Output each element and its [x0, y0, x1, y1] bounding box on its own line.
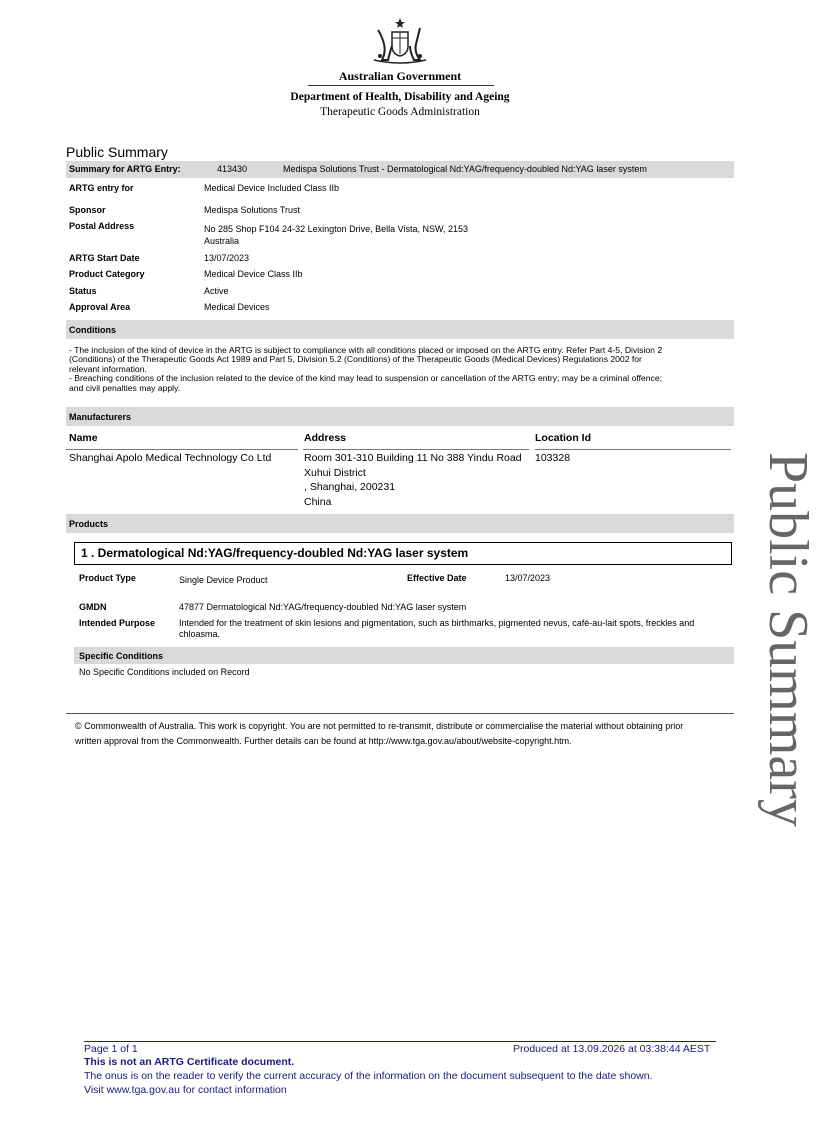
intended-purpose-label: Intended Purpose [79, 618, 156, 628]
page-title: Public Summary [66, 144, 168, 160]
intended-purpose-line: Intended for the treatment of skin lesions and pigmentation, such as birthmarks, pigmented nevus, café-au-lait spots, freckles and [179, 618, 695, 628]
manufacturer-address-line: , Shanghai, 200231 [304, 481, 396, 493]
field-value-artg-entry-for: Medical Device Included Class IIb [204, 183, 340, 193]
product-title-box [74, 542, 732, 565]
product-title: 1 . Dermatological Nd:YAG/frequency-doubled Nd:YAG laser system [81, 546, 469, 560]
footer-divider [84, 1041, 716, 1042]
product-type-label: Product Type [79, 573, 136, 583]
artg-entry-name: Medispa Solutions Trust - Dermatological Nd:YAG/frequency-doubled Nd:YAG laser system [283, 164, 647, 174]
header-divider [308, 85, 494, 86]
page-number: Page 1 of 1 [84, 1043, 138, 1055]
manufacturers-heading: Manufacturers [69, 412, 132, 422]
field-label-status: Status [69, 286, 97, 296]
summary-bar [66, 161, 734, 178]
artg-entry-id: 413430 [217, 164, 248, 174]
effective-date-label: Effective Date [407, 573, 467, 583]
products-bar [66, 514, 734, 533]
department-name: Department of Health, Disability and Ageing [290, 91, 510, 103]
intended-purpose-line: chloasma. [179, 628, 221, 639]
specific-conditions-heading: Specific Conditions [79, 651, 164, 661]
field-label-product-category: Product Category [69, 269, 145, 279]
product-type-value: Single Device Product [179, 575, 268, 585]
specific-conditions-bar [74, 647, 734, 664]
manufacturer-column-address: Address [304, 432, 347, 444]
side-watermark-title: Public Summary [757, 452, 819, 827]
manufacturer-location-id: 103328 [535, 452, 571, 464]
field-value-artg-start-date: 13/07/2023 [204, 253, 250, 263]
field-value-postal-address-line1: No 285 Shop F104 24-32 Lexington Drive, Bella Vista, NSW, 2153 [204, 224, 468, 234]
coat-of-arms-icon [370, 16, 430, 66]
government-name: Australian Government [338, 69, 462, 83]
conditions-text [69, 346, 733, 393]
manufacturer-address-line: Room 301-310 Building 11 No 388 Yindu Road [304, 452, 522, 464]
field-value-product-category: Medical Device Class IIb [204, 269, 303, 279]
manufacturer-address-line: China [304, 495, 332, 508]
manufacturer-address-line: Xuhui District [304, 466, 366, 479]
column-divider [303, 449, 529, 450]
field-label-postal-address: Postal Address [69, 221, 135, 231]
field-label-artg-start-date: ARTG Start Date [69, 253, 140, 263]
intended-purpose-value [179, 618, 729, 639]
specific-conditions-text: No Specific Conditions included on Record [79, 667, 250, 677]
not-certificate-notice: This is not an ARTG Certificate document. [84, 1056, 295, 1068]
summary-label: Summary for ARTG Entry: [69, 164, 181, 174]
conditions-line: - Breaching conditions of the inclusion related to the device of the kind may lead to suspension or cancellation of the ARTG entry; may be a criminal offence; [69, 373, 662, 384]
copyright-line: © Commonwealth of Australia. This work is copyright. You are not permitted to re-transmit, distribute or commercialise the material without obtaining prior [75, 721, 684, 731]
conditions-line: and civil penalties may apply. [69, 382, 181, 393]
produced-timestamp: Produced at 13.09.2026 at 03:38:44 AEST [513, 1043, 711, 1055]
copyright-line: written approval from the Commonwealth. Further details can be found at http://www.tga.gov.au/about/website-copyright.htm. [75, 735, 572, 746]
column-divider [66, 449, 298, 450]
field-label-approval-area: Approval Area [69, 302, 131, 312]
manufacturer-name: Shanghai Apolo Medical Technology Co Ltd [69, 452, 272, 464]
onus-notice: The onus is on the reader to verify the current accuracy of the information on the document subsequent to the date shown. [84, 1070, 653, 1082]
conditions-line: - The inclusion of the kind of device in the ARTG is subject to compliance with all conditions placed or imposed on the ARTG entry. Refer Part 4-5, Division 2 [69, 345, 663, 355]
field-label-sponsor: Sponsor [69, 205, 106, 215]
conditions-line: (Conditions) of the Therapeutic Goods Act 1989 and Part 5, Division 5.2 (Conditions) of the Therapeutic Goods (Medical Devices) Regulations 2002 for [69, 354, 642, 365]
field-value-status: Active [204, 286, 229, 296]
agency-name: Therapeutic Goods Administration [320, 106, 480, 118]
copyright-divider [66, 713, 734, 714]
conditions-heading: Conditions [69, 325, 116, 335]
field-label-artg-entry-for: ARTG entry for [69, 183, 134, 193]
manufacturer-column-name: Name [69, 432, 98, 444]
conditions-line: relevant information. [69, 363, 147, 374]
copyright-notice [75, 719, 725, 748]
gmdn-label: GMDN [79, 602, 107, 612]
products-heading: Products [69, 519, 109, 529]
field-value-postal-address-line2: Australia [204, 236, 240, 246]
field-value-sponsor: Medispa Solutions Trust [204, 205, 301, 215]
manufacturer-column-location: Location Id [535, 432, 591, 444]
gmdn-value: 47877 Dermatological Nd:YAG/frequency-doubled Nd:YAG laser system [179, 602, 467, 612]
conditions-bar [66, 320, 734, 339]
effective-date-value: 13/07/2023 [505, 573, 551, 583]
field-value-approval-area: Medical Devices [204, 302, 270, 312]
contact-notice: Visit www.tga.gov.au for contact information [84, 1084, 287, 1096]
manufacturer-address [304, 451, 522, 509]
manufacturers-bar [66, 407, 734, 426]
column-divider [535, 449, 731, 450]
